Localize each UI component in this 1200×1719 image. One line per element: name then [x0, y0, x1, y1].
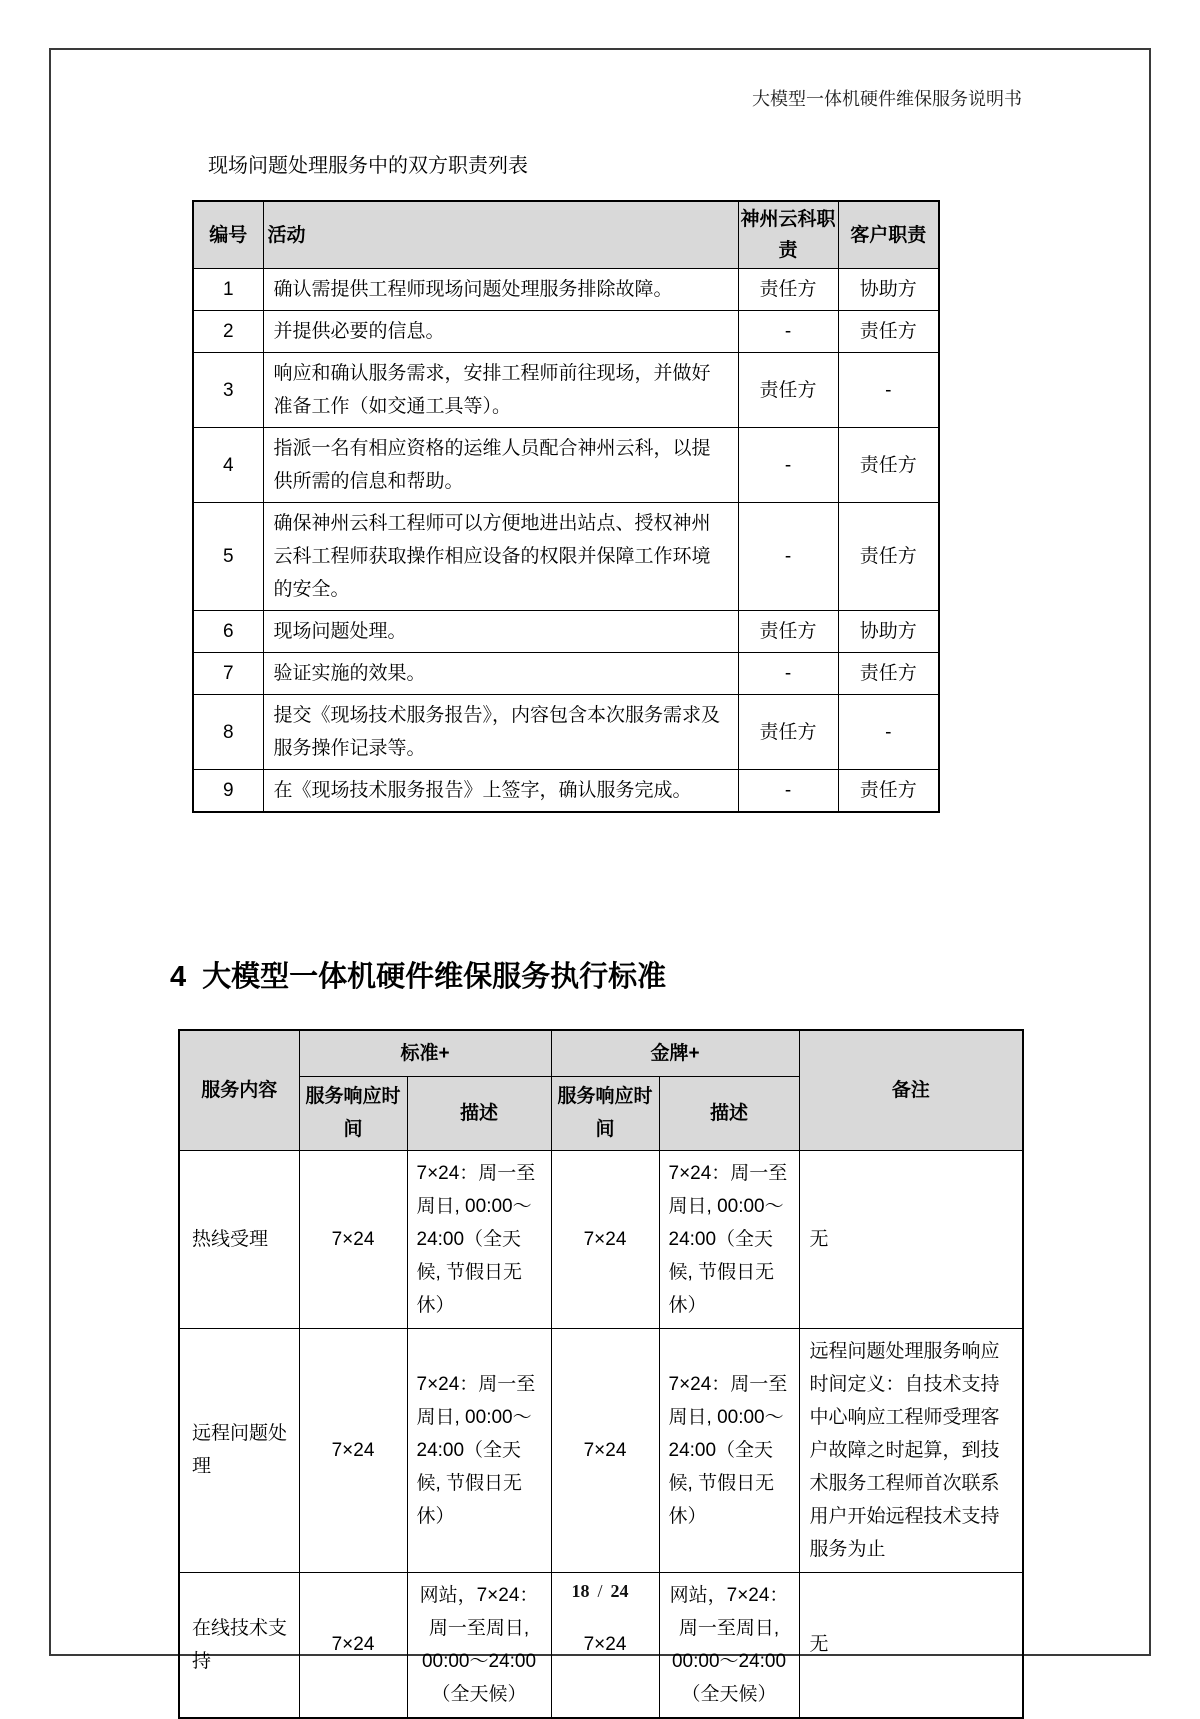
remark-cell: 无	[799, 1572, 1023, 1718]
table-row	[193, 311, 939, 353]
customer-role-cell: 责任方	[838, 503, 939, 611]
table1-caption: 现场问题处理服务中的双方职责列表	[208, 155, 528, 177]
table2-header-std-desc: 描述	[407, 1076, 551, 1150]
table1-header-activity: 活动	[263, 201, 738, 269]
service-name-cell: 在线技术支持	[179, 1572, 299, 1718]
table-row	[193, 770, 939, 813]
vendor-role-cell: 责任方	[738, 269, 838, 311]
row-number: 5	[193, 503, 263, 611]
row-number: 4	[193, 428, 263, 503]
std-desc-cell: 网站，7×24：周一至周日, 00:00～24:00（全天候）	[407, 1572, 551, 1718]
row-number: 8	[193, 695, 263, 770]
table1-header-customer: 客户职责	[838, 201, 939, 269]
table-row	[193, 353, 939, 428]
table2-header-gold-plus: 金牌+	[551, 1030, 799, 1076]
row-number: 3	[193, 353, 263, 428]
activity-cell: 指派一名有相应资格的运维人员配合神州云科，以提供所需的信息和帮助。	[263, 428, 738, 503]
document-page	[49, 48, 1151, 1705]
vendor-role-cell: -	[738, 653, 838, 695]
customer-role-cell: 协助方	[838, 611, 939, 653]
table2-header-remark: 备注	[799, 1030, 1023, 1150]
remark-cell: 无	[799, 1150, 1023, 1328]
table-row	[179, 1328, 1023, 1572]
activity-cell: 提交《现场技术服务报告》，内容包含本次服务需求及服务操作记录等。	[263, 695, 738, 770]
activity-cell: 现场问题处理。	[263, 611, 738, 653]
table-row	[193, 695, 939, 770]
std-response-cell: 7×24	[299, 1572, 407, 1718]
table1-header-row	[193, 201, 939, 269]
table2-header-gold-response: 服务响应时间	[551, 1076, 659, 1150]
table-row	[193, 269, 939, 311]
activity-cell: 确保神州云科工程师可以方便地进出站点、授权神州云科工程师获取操作相应设备的权限并保障工作环境的安全。	[263, 503, 738, 611]
activity-cell: 在《现场技术服务报告》上签字，确认服务完成。	[263, 770, 738, 813]
std-desc-cell: 7×24：周一至周日, 00:00～24:00（全天候, 节假日无休）	[407, 1150, 551, 1328]
row-number: 6	[193, 611, 263, 653]
activity-cell: 响应和确认服务需求，安排工程师前往现场，并做好准备工作（如交通工具等）。	[263, 353, 738, 428]
std-response-cell: 7×24	[299, 1150, 407, 1328]
activity-cell: 并提供必要的信息。	[263, 311, 738, 353]
customer-role-cell: -	[838, 353, 939, 428]
section-number: 4	[170, 961, 187, 993]
remark-cell: 远程问题处理服务响应时间定义：自技术支持中心响应工程师受理客户故障之时起算，到技术服务工程师首次联系用户开始远程技术支持服务为止	[799, 1328, 1023, 1572]
table2-header-standard-plus: 标准+	[299, 1030, 551, 1076]
gold-response-cell: 7×24	[551, 1572, 659, 1718]
table1-header-vendor: 神州云科职责	[738, 201, 838, 269]
row-number: 7	[193, 653, 263, 695]
section-heading	[170, 959, 1149, 995]
gold-desc-cell: 网站，7×24：周一至周日, 00:00～24:00（全天候）	[659, 1572, 799, 1718]
table-row	[193, 428, 939, 503]
page-footer	[0, 1581, 1200, 1602]
page-number-total: 24	[610, 1581, 629, 1601]
responsibility-table	[192, 200, 940, 813]
table2-group-header-row	[179, 1030, 1023, 1076]
table-row	[193, 653, 939, 695]
table-row	[179, 1150, 1023, 1328]
vendor-role-cell: -	[738, 311, 838, 353]
gold-response-cell: 7×24	[551, 1150, 659, 1328]
service-name-cell: 远程问题处理	[179, 1328, 299, 1572]
row-number: 1	[193, 269, 263, 311]
page-header	[51, 86, 1022, 112]
customer-role-cell: 责任方	[838, 770, 939, 813]
table-row	[193, 503, 939, 611]
table1-header-no: 编号	[193, 201, 263, 269]
service-standards-table	[178, 1029, 1024, 1719]
activity-cell: 验证实施的效果。	[263, 653, 738, 695]
document-title: 大模型一体机硬件维保服务说明书	[752, 89, 1022, 109]
activity-cell: 确认需提供工程师现场问题处理服务排除故障。	[263, 269, 738, 311]
gold-desc-cell: 7×24：周一至周日, 00:00～24:00（全天候, 节假日无休）	[659, 1328, 799, 1572]
customer-role-cell: 责任方	[838, 653, 939, 695]
service-name-cell: 热线受理	[179, 1150, 299, 1328]
table2-header-std-response: 服务响应时间	[299, 1076, 407, 1150]
customer-role-cell: 协助方	[838, 269, 939, 311]
section-title: 大模型一体机硬件维保服务执行标准	[202, 961, 667, 993]
std-response-cell: 7×24	[299, 1328, 407, 1572]
table-row	[193, 611, 939, 653]
std-desc-cell: 7×24：周一至周日, 00:00～24:00（全天候, 节假日无休）	[407, 1328, 551, 1572]
page-number-separator: /	[597, 1581, 603, 1601]
vendor-role-cell: -	[738, 770, 838, 813]
vendor-role-cell: 责任方	[738, 695, 838, 770]
table2-header-service: 服务内容	[179, 1030, 299, 1150]
customer-role-cell: -	[838, 695, 939, 770]
vendor-role-cell: 责任方	[738, 353, 838, 428]
customer-role-cell: 责任方	[838, 311, 939, 353]
row-number: 2	[193, 311, 263, 353]
page-number-current: 18	[571, 1581, 590, 1601]
customer-role-cell: 责任方	[838, 428, 939, 503]
table2-header-gold-desc: 描述	[659, 1076, 799, 1150]
vendor-role-cell: -	[738, 503, 838, 611]
row-number: 9	[193, 770, 263, 813]
vendor-role-cell: -	[738, 428, 838, 503]
gold-desc-cell: 7×24：周一至周日, 00:00～24:00（全天候, 节假日无休）	[659, 1150, 799, 1328]
gold-response-cell: 7×24	[551, 1328, 659, 1572]
vendor-role-cell: 责任方	[738, 611, 838, 653]
